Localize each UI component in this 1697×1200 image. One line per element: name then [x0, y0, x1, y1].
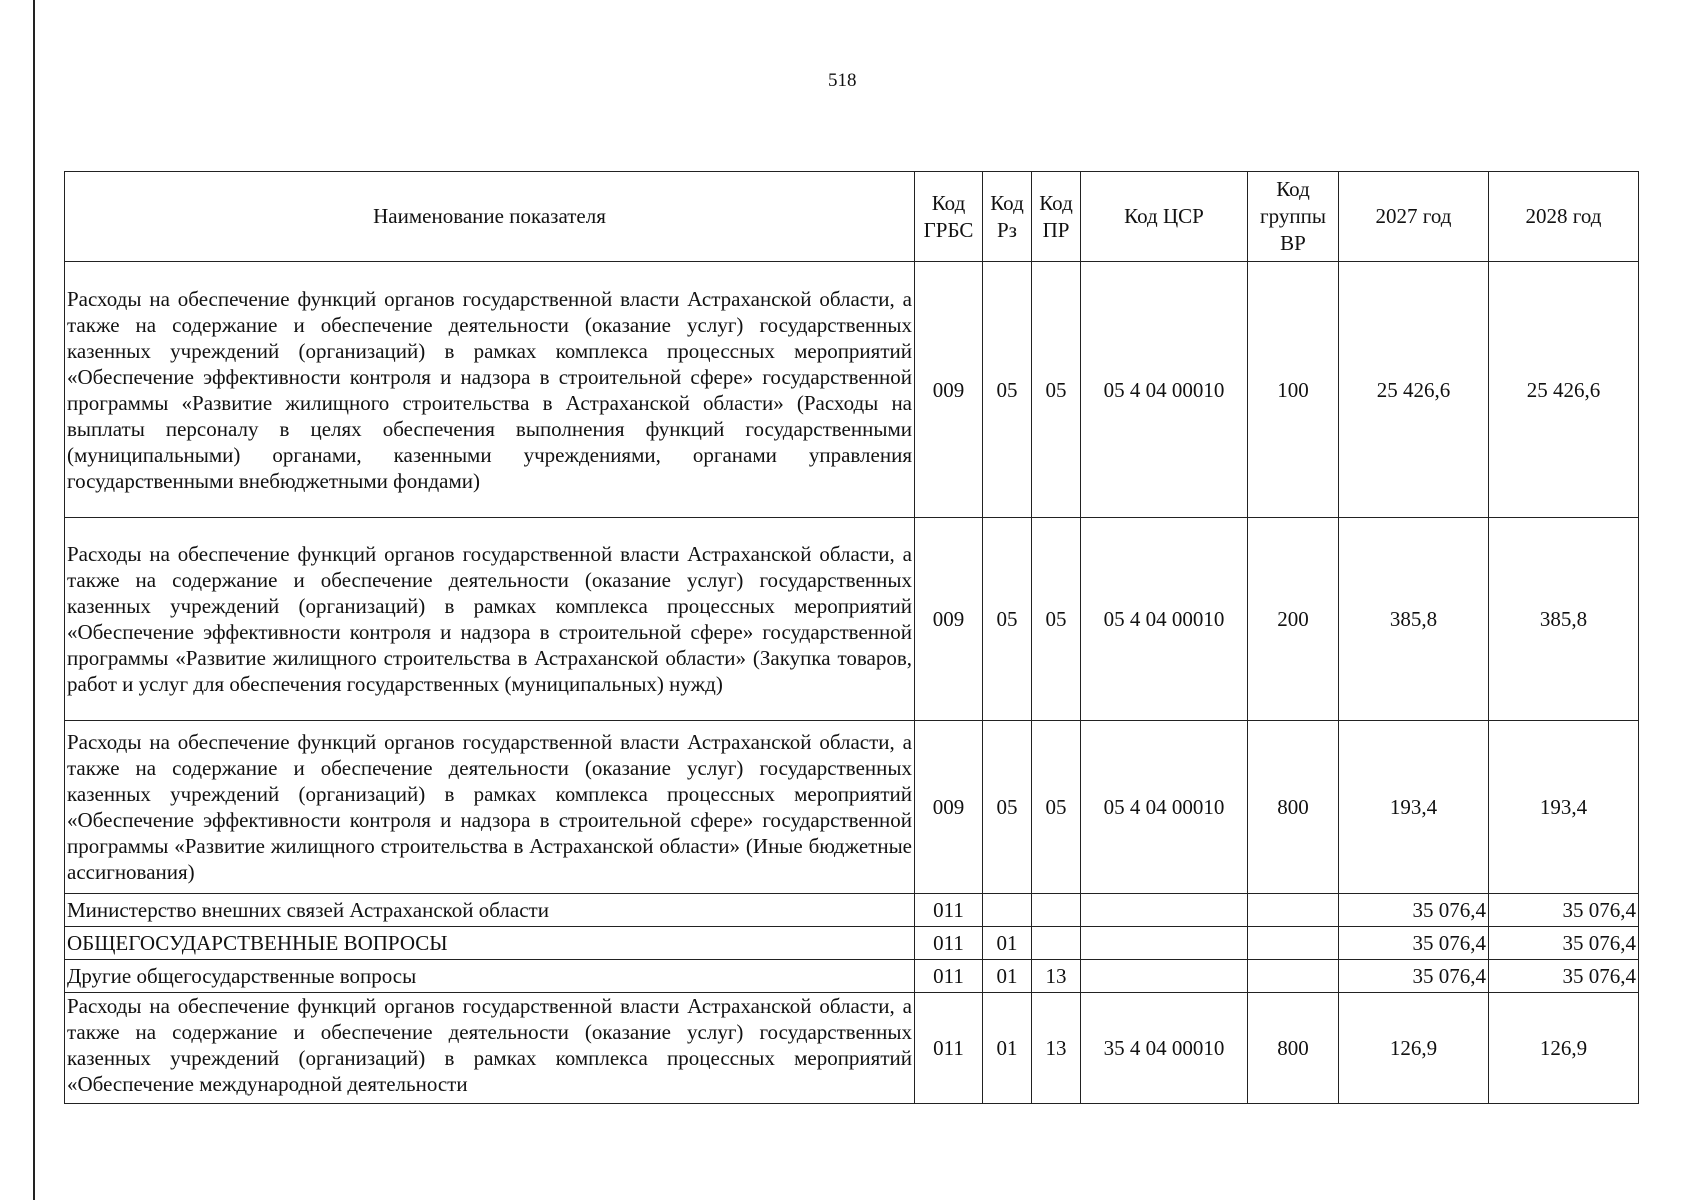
row-name: Другие общегосударственные вопросы [65, 960, 915, 993]
row-csr [1081, 960, 1248, 993]
row-csr [1081, 927, 1248, 960]
row-pr: 13 [1032, 993, 1081, 1104]
row-rz: 01 [983, 960, 1032, 993]
row-vr: 800 [1248, 993, 1339, 1104]
row-2027: 385,8 [1339, 518, 1489, 721]
row-2028: 35 076,4 [1489, 927, 1639, 960]
row-pr: 13 [1032, 960, 1081, 993]
row-name: Расходы на обеспечение функций органов государственной власти Астраханской области, а также на содержание и обеспечение деятельности (оказание услуг) государственных казенных учреждений (организаций) в рамках комплекса процессных мероприятий «Обеспечение эффективности контроля и надзора в строительной сфере» государственной программы «Развитие жилищного строительства в Астраханской области» (Иные бюджетные ассигнования) [65, 721, 915, 894]
table-header-row [65, 172, 1639, 262]
row-grbs: 009 [915, 518, 983, 721]
row-grbs: 009 [915, 262, 983, 518]
row-rz: 01 [983, 993, 1032, 1104]
row-pr [1032, 894, 1081, 927]
row-rz: 01 [983, 927, 1032, 960]
row-2027: 25 426,6 [1339, 262, 1489, 518]
header-csr: Код ЦСР [1081, 172, 1248, 262]
row-name: Министерство внешних связей Астраханской области [65, 894, 915, 927]
page-number: 518 [828, 70, 857, 91]
header-2028: 2028 год [1489, 172, 1639, 262]
row-2027: 35 076,4 [1339, 960, 1489, 993]
row-rz: 05 [983, 518, 1032, 721]
header-name: Наименование показателя [65, 172, 915, 262]
row-csr: 05 4 04 00010 [1081, 262, 1248, 518]
row-rz: 05 [983, 721, 1032, 894]
row-2027: 35 076,4 [1339, 894, 1489, 927]
table-row [65, 262, 1639, 518]
row-name: Расходы на обеспечение функций органов государственной власти Астраханской области, а также на содержание и обеспечение деятельности (оказание услуг) государственных казенных учреждений (организаций) в рамках комплекса процессных мероприятий «Обеспечение эффективности контроля и надзора в строительной сфере» государственной программы «Развитие жилищного строительства в Астраханской области» (Закупка товаров, работ и услуг для обеспечения государственных (муниципальных) нужд) [65, 518, 915, 721]
row-pr: 05 [1032, 721, 1081, 894]
row-2028: 25 426,6 [1489, 262, 1639, 518]
row-name: Расходы на обеспечение функций органов государственной власти Астраханской области, а также на содержание и обеспечение деятельности (оказание услуг) государственных казенных учреждений (организаций) в рамках комплекса процессных мероприятий «Обеспечение международной деятельности [65, 993, 915, 1104]
row-grbs: 011 [915, 927, 983, 960]
table-row [65, 927, 1639, 960]
row-2027: 193,4 [1339, 721, 1489, 894]
header-pr: Код ПР [1032, 172, 1081, 262]
header-grbs: Код ГРБС [915, 172, 983, 262]
row-2028: 35 076,4 [1489, 894, 1639, 927]
row-vr [1248, 960, 1339, 993]
row-csr [1081, 894, 1248, 927]
row-pr [1032, 927, 1081, 960]
row-vr: 200 [1248, 518, 1339, 721]
row-pr: 05 [1032, 262, 1081, 518]
row-rz [983, 894, 1032, 927]
row-grbs: 011 [915, 894, 983, 927]
header-vr: Код группы ВР [1248, 172, 1339, 262]
row-2028: 385,8 [1489, 518, 1639, 721]
row-csr: 05 4 04 00010 [1081, 721, 1248, 894]
table-row [65, 518, 1639, 721]
row-name: Расходы на обеспечение функций органов государственной власти Астраханской области, а также на содержание и обеспечение деятельности (оказание услуг) государственных казенных учреждений (организаций) в рамках комплекса процессных мероприятий «Обеспечение эффективности контроля и надзора в строительной сфере» государственной программы «Развитие жилищного строительства в Астраханской области» (Расходы на выплаты персоналу в целях обеспечения выполнения функций государственными (муниципальными) органами, казенными учреждениями, органами управления государственными внебюджетными фондами) [65, 262, 915, 518]
row-vr [1248, 927, 1339, 960]
row-vr: 100 [1248, 262, 1339, 518]
row-vr: 800 [1248, 721, 1339, 894]
row-2027: 35 076,4 [1339, 927, 1489, 960]
row-grbs: 009 [915, 721, 983, 894]
row-grbs: 011 [915, 960, 983, 993]
binding-margin-line [33, 0, 35, 1200]
table-row [65, 894, 1639, 927]
table-row [65, 721, 1639, 894]
row-2028: 126,9 [1489, 993, 1639, 1104]
row-csr: 05 4 04 00010 [1081, 518, 1248, 721]
row-2028: 35 076,4 [1489, 960, 1639, 993]
table-row [65, 993, 1639, 1104]
budget-table [64, 171, 1639, 1104]
row-vr [1248, 894, 1339, 927]
row-pr: 05 [1032, 518, 1081, 721]
row-rz: 05 [983, 262, 1032, 518]
row-grbs: 011 [915, 993, 983, 1104]
table-row [65, 960, 1639, 993]
row-2028: 193,4 [1489, 721, 1639, 894]
header-2027: 2027 год [1339, 172, 1489, 262]
row-csr: 35 4 04 00010 [1081, 993, 1248, 1104]
row-name: ОБЩЕГОСУДАРСТВЕННЫЕ ВОПРОСЫ [65, 927, 915, 960]
row-2027: 126,9 [1339, 993, 1489, 1104]
header-rz: Код Рз [983, 172, 1032, 262]
